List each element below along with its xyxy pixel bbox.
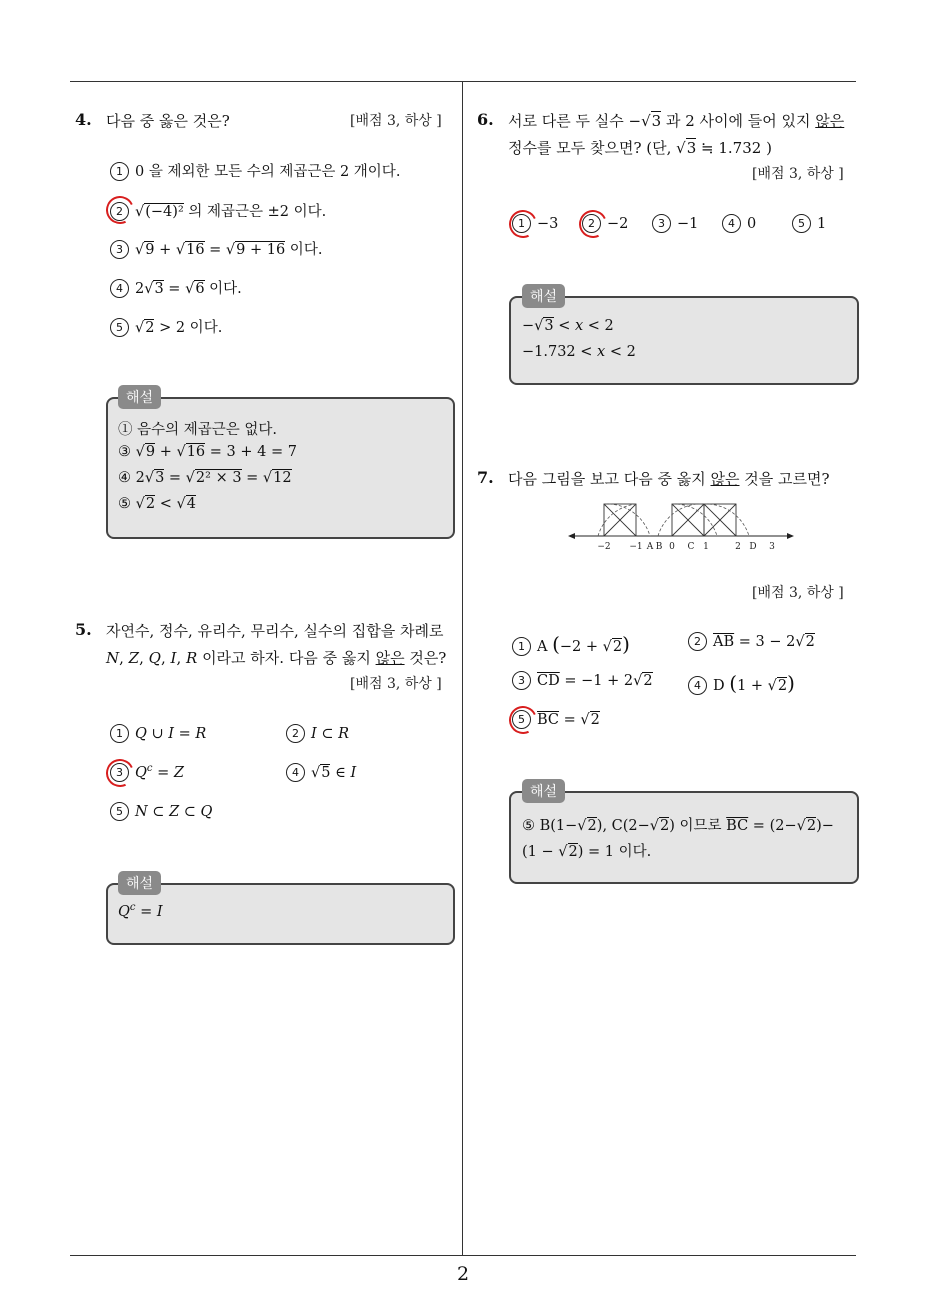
score-label: [배점 3, 하상 ] bbox=[350, 113, 442, 129]
choice-1[interactable]: 1 0 을 제외한 모든 수의 제곱근은 2 개이다. bbox=[110, 160, 400, 181]
page-number: 2 bbox=[456, 1263, 470, 1285]
solution-line: ⑤ B(1−√2), C(2−√2) 이므로 $\overline{BC} = (2-√2)-$ bbox=[522, 818, 834, 834]
choice-2[interactable]: 2 $\overline{AB} = 3 - 2√2$ bbox=[688, 632, 815, 651]
choice-2[interactable]: 2 √(−4)² 의 제곱근은 ±2 이다. bbox=[110, 200, 326, 221]
choice-2[interactable]: 2 I ⊂ R bbox=[286, 724, 349, 743]
choice-4[interactable]: 4 √5 ∈ I bbox=[286, 763, 356, 782]
question-text: 정수를 모두 찾으면? (단, √3 ≒ 1.732 ) bbox=[508, 139, 772, 157]
question-number: 5. bbox=[75, 620, 92, 639]
solution-line: −√3 < x < 2 bbox=[522, 318, 614, 334]
tick-label: B bbox=[655, 542, 663, 552]
solution-line: $Q^c = I$ bbox=[118, 902, 163, 920]
tick-label: 0 bbox=[669, 542, 675, 552]
question-number: 6. bbox=[477, 110, 494, 129]
choice-5[interactable]: 5 1 bbox=[792, 214, 826, 233]
solution-label: 해설 bbox=[118, 871, 161, 895]
header-rule bbox=[70, 81, 856, 82]
choice-3[interactable]: 3 √9 + √16 = √9 + 16 이다. bbox=[110, 238, 322, 259]
solution-line: (1 − √2) = 1 이다. bbox=[522, 844, 652, 860]
choice-5[interactable]: 5 $\overline{BC} = √2$ bbox=[512, 710, 600, 729]
tick-label: A bbox=[646, 542, 654, 552]
question-text: 서로 다른 두 실수 −√3 과 2 사이에 들어 있지 않은 bbox=[508, 112, 845, 130]
choice-3[interactable]: 3 $Q^c = Z$ bbox=[110, 763, 184, 782]
tick-label: 2 bbox=[735, 542, 741, 552]
choice-1[interactable]: 1 −3 bbox=[512, 214, 558, 233]
choice-1[interactable]: 1 Q ∪ I = R bbox=[110, 724, 206, 743]
solution-label: 해설 bbox=[522, 779, 565, 803]
question-text: 다음 그림을 보고 다음 중 옳지 않은 것을 고르면? bbox=[508, 470, 830, 488]
choice-2[interactable]: 2 −2 bbox=[582, 214, 628, 233]
score-label: [배점 3, 하상 ] bbox=[752, 585, 844, 601]
tick-label: −1 bbox=[629, 542, 643, 552]
solution-box bbox=[509, 791, 859, 884]
choice-3[interactable]: 3 $\overline{CD} = -1 + 2√2$ bbox=[512, 671, 653, 690]
tick-label: −2 bbox=[597, 542, 611, 552]
solution-line: ④ 2√3 = √2² × 3 = √12 bbox=[118, 470, 292, 486]
question-number: 4. bbox=[75, 110, 92, 129]
tick-label: C bbox=[687, 542, 695, 552]
solution-line: ⑤ √2 < √4 bbox=[118, 496, 196, 512]
footer-rule bbox=[70, 1255, 856, 1256]
choice-4[interactable]: 4 2√3 = √6 이다. bbox=[110, 277, 242, 298]
question-text: 다음 중 옳은 것은? bbox=[106, 112, 230, 130]
choice-3[interactable]: 3 −1 bbox=[652, 214, 698, 233]
score-label: [배점 3, 하상 ] bbox=[752, 166, 844, 182]
choice-5[interactable]: 5 √2 > 2 이다. bbox=[110, 316, 222, 337]
solution-line: −1.732 < x < 2 bbox=[522, 344, 636, 360]
number-line-figure bbox=[566, 498, 796, 554]
question-text: 자연수, 정수, 유리수, 무리수, 실수의 집합을 차례로 bbox=[106, 622, 444, 640]
score-label: [배점 3, 하상 ] bbox=[350, 676, 442, 692]
tick-label: 1 bbox=[703, 542, 709, 552]
tick-label: D bbox=[749, 542, 757, 552]
choice-1[interactable]: 1 A (−2 + √2) bbox=[512, 632, 630, 656]
tick-label: 3 bbox=[769, 542, 775, 552]
choice-5[interactable]: 5 N ⊂ Z ⊂ Q bbox=[110, 802, 212, 821]
solution-label: 해설 bbox=[118, 385, 161, 409]
solution-line: ① 음수의 제곱근은 없다. bbox=[118, 422, 277, 438]
choice-4[interactable]: 4 D (1 + √2) bbox=[688, 671, 795, 695]
choice-4[interactable]: 4 0 bbox=[722, 214, 756, 233]
column-divider bbox=[462, 81, 463, 1256]
question-number: 7. bbox=[477, 468, 494, 487]
question-text: N, Z, Q, I, R 이라고 하자. 다음 중 옳지 않은 것은? bbox=[106, 649, 447, 667]
solution-label: 해설 bbox=[522, 284, 565, 308]
solution-line: ③ √9 + √16 = 3 + 4 = 7 bbox=[118, 444, 297, 460]
solution-box bbox=[509, 296, 859, 385]
